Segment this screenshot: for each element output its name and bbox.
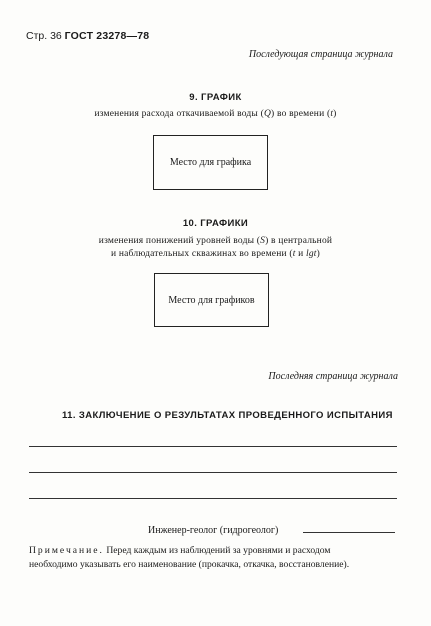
section-9-subtitle: изменения расхода откачиваемой воды (Q) во времени (t) (94, 109, 337, 119)
signature-label: Инженер-геолог (гидрогеолог) (148, 525, 279, 536)
section-10-title: 10. ГРАФИКИ (182, 218, 249, 229)
signature-line[interactable] (303, 532, 395, 533)
section-11-title: 11. ЗАКЛЮЧЕНИЕ О РЕЗУЛЬТАТАХ ПРОВЕДЕННОГО ИСПЫТАНИЯ (62, 410, 393, 421)
gost-number: ГОСТ 23278—78 (64, 30, 150, 42)
footnote-label: Примечание. (29, 545, 104, 556)
last-page-note: Последняя страница журнала (268, 371, 398, 382)
conclusion-line-2[interactable] (29, 472, 397, 473)
section-9-title: 9. ГРАФИК (189, 92, 242, 103)
page-header (26, 30, 149, 42)
footnote: Примечание. Перед каждым из наблюдений за уровнями и расходом необходимо указывать его наименование (прокачка, откачка, восстановление). (29, 545, 350, 570)
section-10-subtitle: изменения понижений уровней воды (S) в центральной и наблюдательных скважинах во времени (t и lgt) (98, 236, 333, 259)
graphs-placeholder-label: Место для графиков (168, 294, 255, 306)
conclusion-line-1[interactable] (29, 446, 397, 447)
page-number: Стр. 36 (26, 30, 62, 42)
graph-placeholder-box (153, 135, 268, 190)
next-page-note: Последующая страница журнала (248, 49, 393, 60)
graphs-placeholder-box (154, 273, 269, 327)
conclusion-line-3[interactable] (29, 498, 397, 499)
graph-placeholder-label: Место для графика (169, 157, 252, 168)
